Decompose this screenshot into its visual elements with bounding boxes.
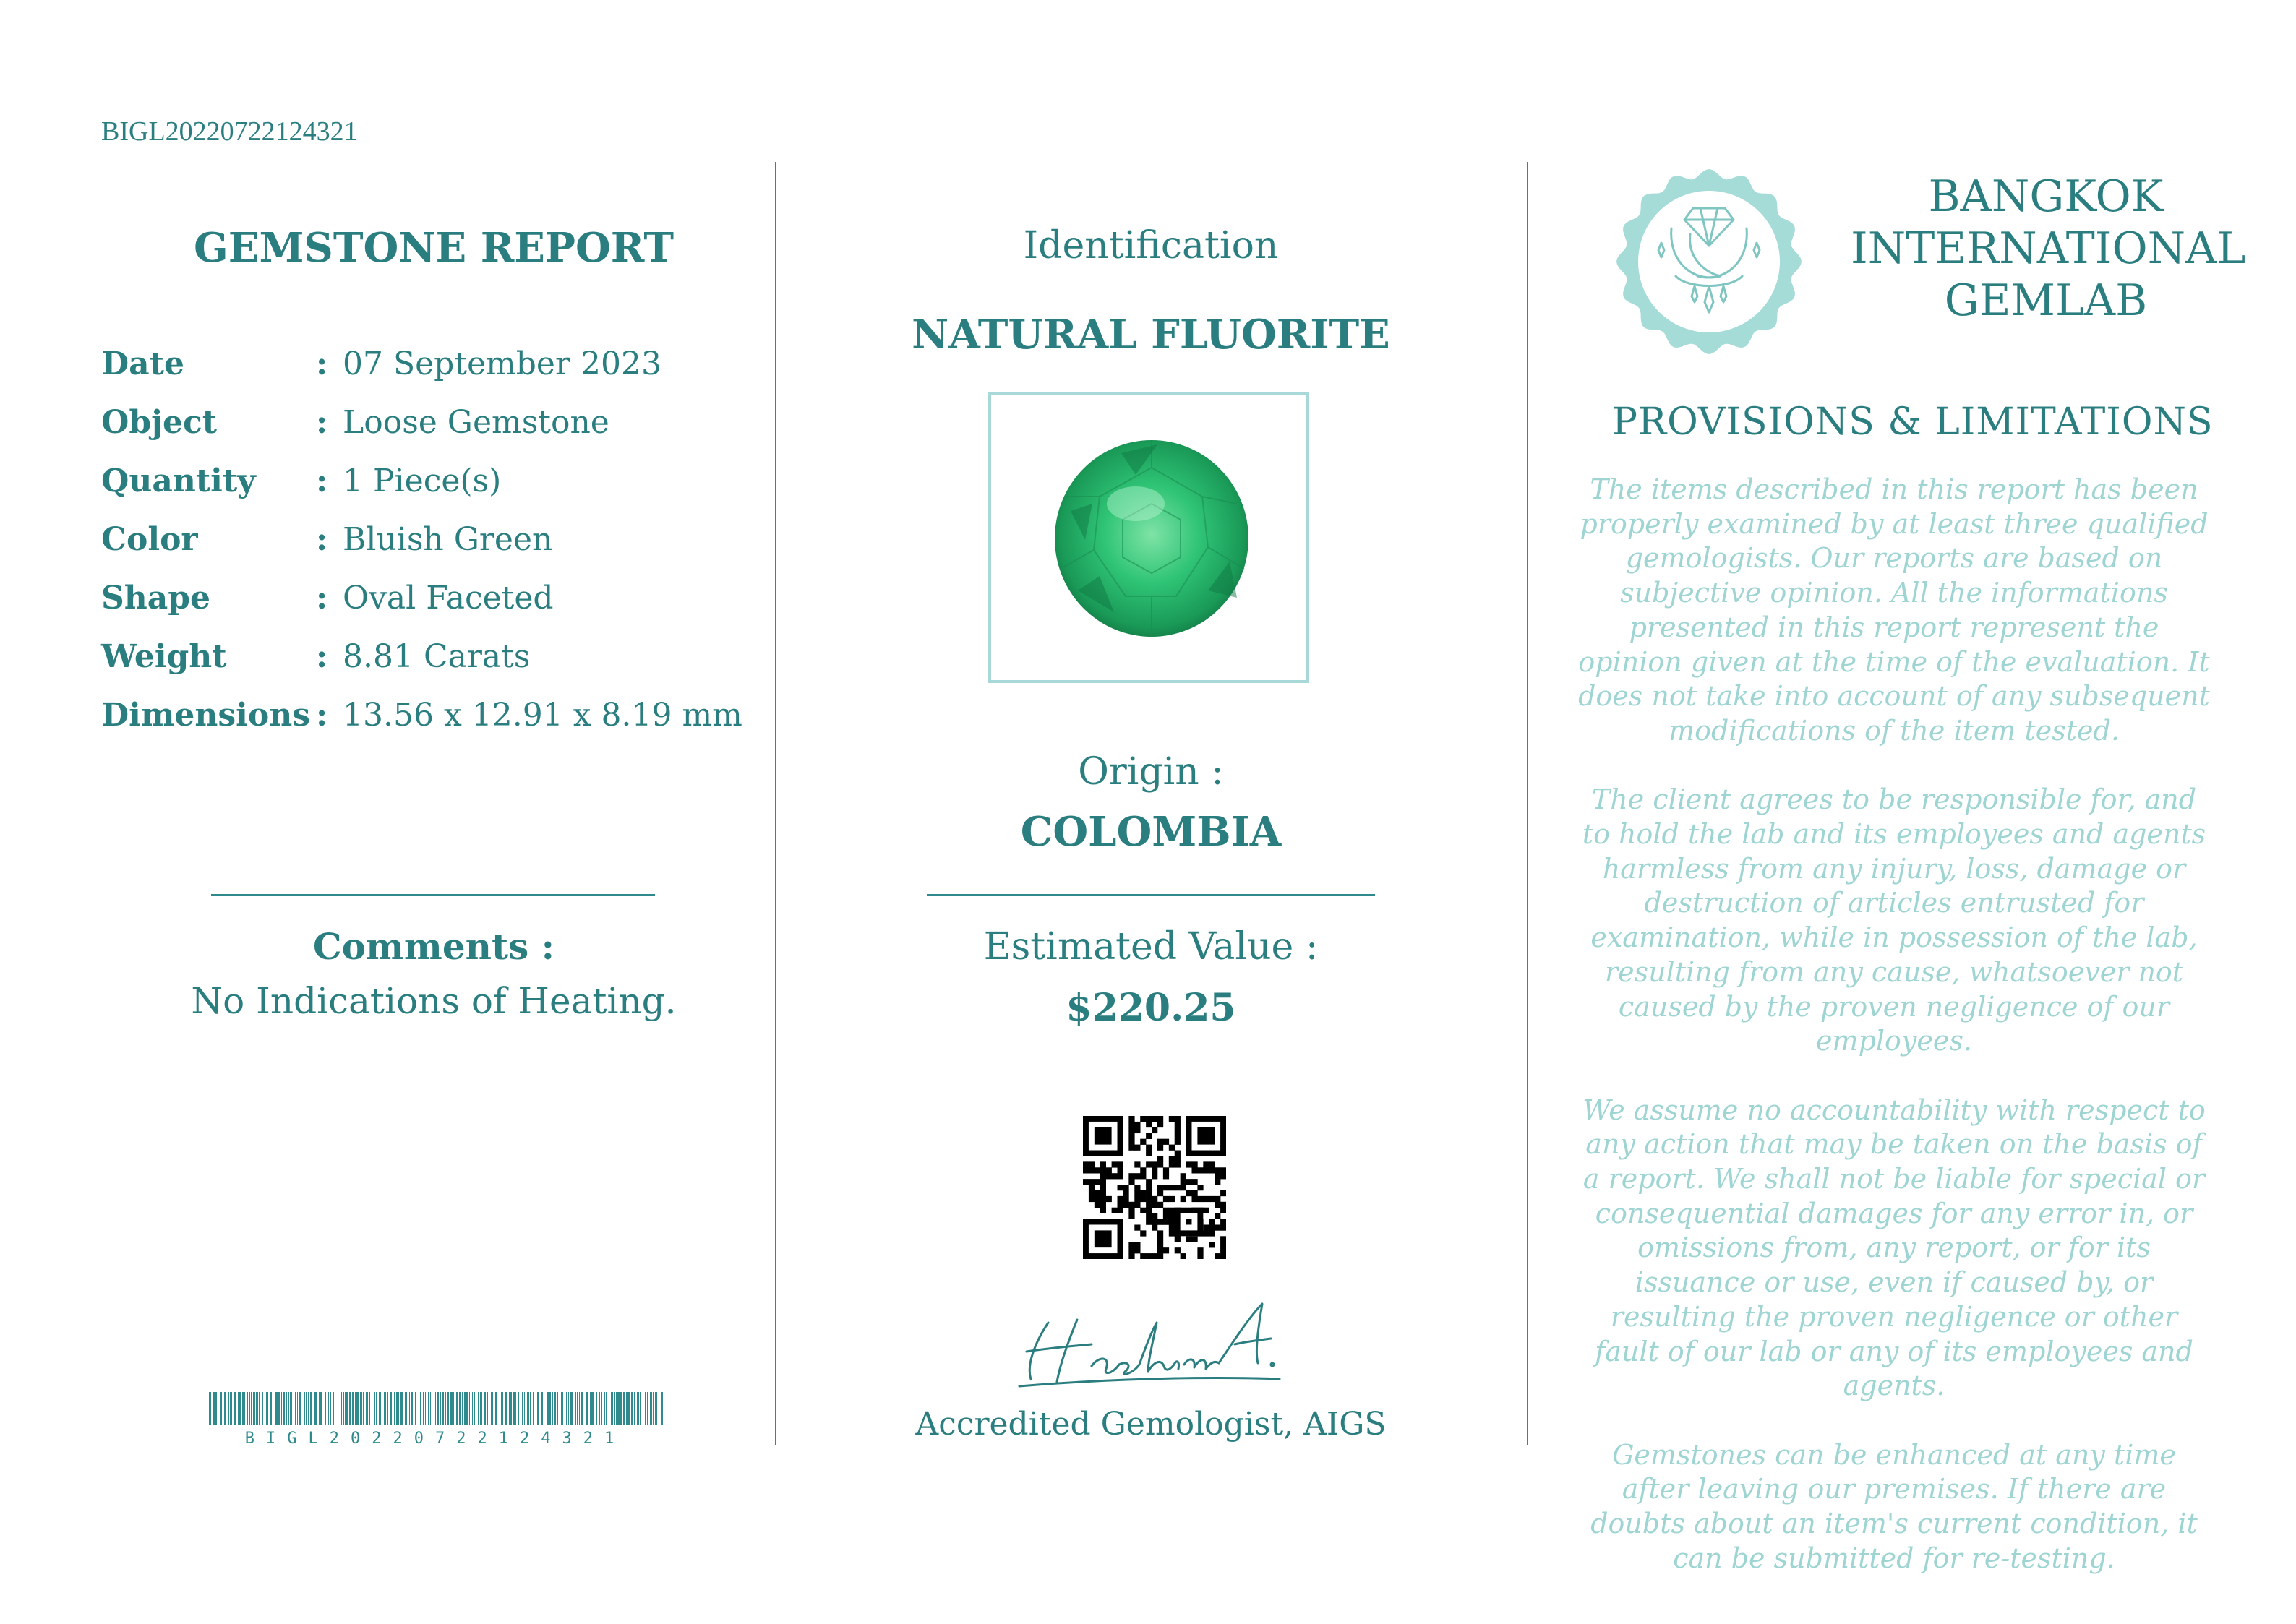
column-divider-right [1527,162,1528,1445]
gemstone-photo-frame [988,392,1309,683]
gemologist-title: Accredited Gemologist, AIGS [915,1406,1387,1443]
comments-divider [211,894,655,896]
report-title: GEMSTONE REPORT [193,224,674,272]
spec-label: Date [101,345,184,382]
estimated-value-amount: $220.25 [1066,986,1236,1030]
spec-value: 1 Piece(s) [343,463,502,499]
provisions-body [1576,473,2212,1610]
value-divider [927,894,1375,896]
barcode-icon [207,1392,664,1428]
lab-name [1851,171,2246,327]
gem-seal-logo [1615,168,1803,358]
provisions-paragraph: Gemstones can be enhanced at any time after leaving our premises. If there are doubts about an item's current condition, it can be submitted for re-testing. [1590,1438,2198,1574]
provisions-paragraph: The items described in this report has been properly examined by at least three qualified gemologists. Our reports are based on subjective opinion. All the informations presented in this report represent the opinion given at the time of the evaluation. It does not take into account of any subsequent modifications of the item tested. [1578,473,2210,747]
spec-label: Object [101,404,218,441]
comments-text: No Indications of Heating. [191,980,677,1022]
report-number: BIGL20220722124321 [101,116,358,147]
spec-colon: : [316,521,328,558]
spec-colon: : [316,345,328,382]
qr-code-icon[interactable] [1083,1116,1226,1262]
spec-value: Oval Faceted [343,580,554,616]
comments-title: Comments : [312,925,555,968]
spec-colon: : [316,697,328,734]
spec-label: Color [101,521,198,558]
gemstone-photo [991,395,1306,680]
origin-value: COLOMBIA [1020,808,1282,856]
spec-label: Shape [101,580,211,616]
lab-name-line: INTERNATIONAL [1851,223,2246,274]
provisions-paragraph: The client agrees to be responsible for, and to hold the lab and its employees and agents harmless from any injury, loss, damage or destruction of articles entrusted for examination, while in possession of the lab, resulting from any cause, whatsoever not caused by the proven negligence of our employees. [1582,783,2206,1057]
lab-name-line: GEMLAB [1944,275,2148,326]
spec-colon: : [316,404,328,441]
spec-label: Quantity [101,463,256,499]
spec-label: Weight [101,638,227,675]
spec-value: Bluish Green [343,521,553,558]
origin-label: Origin : [1078,750,1224,794]
spec-label: Dimensions [101,697,311,734]
provisions-title: PROVISIONS & LIMITATIONS [1612,400,2214,444]
spec-colon: : [316,580,328,616]
signature-icon [1005,1294,1294,1398]
spec-colon: : [316,638,328,675]
spec-value: 8.81 Carats [343,638,531,675]
provisions-paragraph: We assume no accountability with respect to any action that may be taken on the basis of a report. We shall not be liable for special or consequential damages for any error in, or omissions from, any report, or for its issuance or use, even if caused by, or resulting the proven negligence or other fault of our lab or any of its employees and agents. [1582,1094,2206,1402]
spec-value: Loose Gemstone [343,404,609,441]
spec-value: 13.56 x 12.91 x 8.19 mm [343,697,742,734]
spec-colon: : [316,463,328,499]
estimated-value-label: Estimated Value : [983,925,1319,968]
species-name: NATURAL FLUORITE [912,311,1390,358]
spec-value: 07 September 2023 [343,345,661,382]
lab-name-line: BANGKOK [1928,171,2164,222]
identification-label: Identification [1023,224,1279,267]
barcode-text: BIGL20220722124321 [244,1430,626,1448]
